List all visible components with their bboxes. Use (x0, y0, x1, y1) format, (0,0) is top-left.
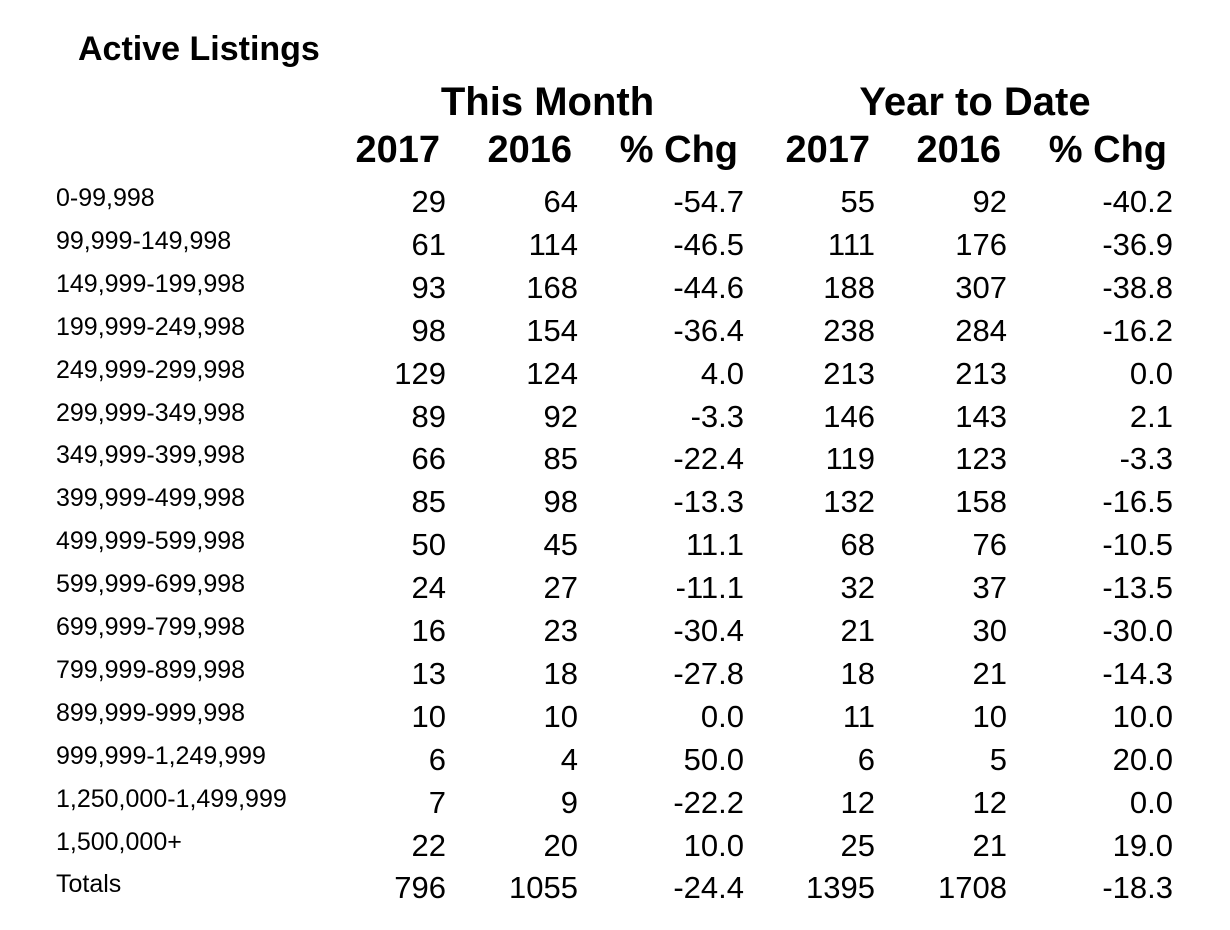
cell-this-month-2016: 1055 (509, 870, 578, 906)
price-range-label: 699,999-799,998 (56, 613, 246, 641)
cell-this-month-pct-chg: -36.4 (673, 312, 744, 348)
cell-ytd-2017: 111 (827, 226, 875, 262)
table-row (0, 312, 1230, 355)
cell-ytd-2016: 1708 (938, 870, 1007, 906)
cell-this-month-pct-chg: -27.8 (673, 655, 744, 691)
price-range-label: 99,999-149,998 (56, 226, 232, 255)
price-range-label: 999,999-1,249,999 (56, 741, 266, 770)
cell-ytd-pct-chg: 19.0 (1112, 827, 1173, 863)
cell-this-month-pct-chg: 10.0 (683, 827, 744, 863)
cell-this-month-pct-chg: -22.4 (673, 441, 744, 477)
table-row (0, 183, 1230, 226)
cell-ytd-pct-chg: 2.1 (1129, 398, 1173, 434)
table-row (0, 569, 1230, 612)
cell-this-month-2016: 9 (560, 784, 578, 820)
cell-ytd-2016: 143 (955, 398, 1007, 434)
column-header-ytd-2016: 2016 (916, 129, 1001, 171)
price-range-label: 399,999-499,998 (56, 484, 246, 513)
cell-this-month-2017: 24 (411, 570, 446, 606)
cell-this-month-2017: 66 (411, 441, 446, 477)
column-header-this-month-pct-chg: % Chg (619, 129, 738, 171)
cell-ytd-pct-chg: 10.0 (1112, 698, 1173, 734)
price-range-label: 149,999-199,998 (56, 269, 246, 298)
table-row (0, 612, 1230, 655)
cell-this-month-2017: 98 (411, 312, 446, 348)
cell-ytd-2016: 21 (972, 827, 1007, 863)
cell-this-month-2016: 114 (528, 226, 578, 262)
cell-this-month-pct-chg: -11.1 (675, 570, 744, 606)
cell-this-month-pct-chg: -3.3 (690, 398, 744, 434)
table-title: Active Listings (78, 30, 320, 68)
cell-this-month-2016: 45 (543, 527, 578, 563)
cell-ytd-2017: 11 (842, 698, 875, 734)
cell-this-month-2016: 92 (543, 398, 578, 434)
cell-this-month-pct-chg: -22.2 (673, 784, 744, 820)
cell-ytd-2017: 32 (840, 570, 875, 606)
cell-this-month-2017: 50 (411, 527, 446, 563)
price-range-label: 299,999-349,998 (56, 398, 246, 427)
cell-this-month-pct-chg: -13.3 (673, 484, 744, 520)
cell-this-month-2017: 61 (411, 226, 446, 262)
cell-this-month-pct-chg: -46.5 (673, 226, 744, 262)
cell-ytd-pct-chg: -14.3 (1102, 655, 1173, 691)
cell-ytd-2016: 158 (955, 484, 1007, 520)
totals-row (0, 869, 1230, 912)
table-row (0, 440, 1230, 483)
table-row (0, 741, 1230, 784)
column-header-this-month-2017: 2017 (355, 129, 440, 171)
cell-ytd-pct-chg: -18.3 (1102, 870, 1173, 906)
cell-ytd-pct-chg: -13.5 (1102, 570, 1173, 606)
price-range-label: 499,999-599,998 (56, 527, 246, 556)
cell-ytd-2016: 176 (955, 226, 1007, 262)
price-range-label: 349,999-399,998 (56, 441, 246, 470)
cell-this-month-pct-chg: 11.1 (685, 527, 744, 563)
cell-ytd-2016: 21 (972, 655, 1007, 691)
cell-ytd-2017: 6 (857, 741, 875, 777)
group-header-year-to-date: Year to Date (859, 80, 1091, 124)
cell-this-month-2017: 796 (394, 870, 446, 906)
cell-this-month-2017: 85 (411, 484, 446, 520)
column-header-ytd-2017: 2017 (785, 129, 870, 171)
cell-ytd-pct-chg: 0.0 (1129, 784, 1173, 820)
cell-ytd-pct-chg: -10.5 (1102, 527, 1173, 563)
cell-ytd-2017: 238 (823, 312, 875, 348)
cell-ytd-pct-chg: 0.0 (1129, 355, 1173, 391)
cell-this-month-pct-chg: -30.4 (673, 613, 744, 648)
table-row (0, 784, 1230, 827)
cell-ytd-2016: 284 (955, 312, 1007, 348)
cell-ytd-2017: 21 (840, 613, 875, 648)
price-range-label: 899,999-999,998 (56, 698, 246, 727)
cell-this-month-2016: 64 (543, 184, 578, 219)
cell-this-month-pct-chg: -54.7 (673, 184, 744, 219)
price-range-label: 1,500,000+ (56, 827, 182, 856)
cell-this-month-2016: 20 (543, 827, 578, 863)
cell-ytd-2017: 12 (840, 784, 875, 820)
cell-this-month-2016: 124 (526, 355, 578, 391)
table-row (0, 698, 1230, 741)
cell-this-month-pct-chg: 4.0 (700, 355, 744, 391)
cell-ytd-2016: 92 (972, 184, 1007, 219)
cell-ytd-pct-chg: -16.2 (1102, 312, 1173, 348)
cell-this-month-2017: 10 (411, 698, 446, 734)
cell-this-month-2017: 89 (411, 398, 446, 434)
cell-this-month-2016: 98 (543, 484, 578, 520)
cell-this-month-2017: 29 (411, 184, 446, 219)
cell-ytd-pct-chg: -30.0 (1102, 613, 1173, 648)
cell-ytd-2016: 213 (955, 355, 1007, 391)
price-range-label: 249,999-299,998 (56, 355, 246, 384)
cell-this-month-2016: 23 (543, 613, 578, 648)
table-row (0, 827, 1230, 870)
cell-ytd-2016: 5 (989, 741, 1007, 777)
cell-this-month-2017: 7 (428, 784, 446, 820)
cell-this-month-pct-chg: 0.0 (700, 698, 744, 734)
cell-ytd-pct-chg: -36.9 (1102, 226, 1173, 262)
cell-this-month-pct-chg: -24.4 (673, 870, 744, 906)
cell-ytd-2017: 25 (840, 827, 875, 863)
cell-ytd-2016: 30 (972, 613, 1007, 648)
table-row (0, 526, 1230, 569)
price-range-label: 199,999-249,998 (56, 312, 246, 341)
cell-ytd-2017: 68 (840, 527, 875, 563)
cell-ytd-2017: 188 (823, 269, 875, 305)
group-header-this-month: This Month (440, 80, 655, 124)
cell-ytd-2017: 55 (840, 184, 875, 219)
cell-this-month-2017: 22 (411, 827, 446, 863)
cell-this-month-2017: 13 (411, 655, 446, 691)
cell-ytd-2017: 1395 (806, 870, 875, 906)
column-header-ytd-pct-chg: % Chg (1048, 129, 1167, 171)
cell-this-month-2016: 18 (543, 655, 578, 691)
cell-this-month-2017: 6 (428, 741, 446, 777)
cell-ytd-2017: 18 (840, 655, 875, 691)
cell-ytd-2017: 213 (823, 355, 875, 391)
cell-ytd-2016: 307 (955, 269, 1007, 305)
column-header-this-month-2016: 2016 (487, 129, 572, 171)
cell-ytd-pct-chg: -16.5 (1102, 484, 1173, 520)
cell-this-month-2017: 16 (411, 613, 446, 648)
cell-ytd-2016: 76 (972, 527, 1007, 563)
cell-ytd-2016: 10 (972, 698, 1007, 734)
cell-ytd-pct-chg: -3.3 (1119, 441, 1173, 477)
table-row (0, 355, 1230, 398)
cell-ytd-pct-chg: -38.8 (1102, 269, 1173, 305)
cell-ytd-2017: 146 (823, 398, 875, 434)
cell-ytd-2016: 12 (972, 784, 1007, 820)
cell-this-month-2016: 85 (543, 441, 578, 477)
cell-this-month-2016: 4 (560, 741, 578, 777)
cell-ytd-2017: 119 (825, 441, 875, 477)
table-row (0, 226, 1230, 269)
price-range-label: 799,999-899,998 (56, 655, 246, 684)
price-range-label: 1,250,000-1,499,999 (56, 784, 287, 813)
cell-this-month-2017: 129 (394, 355, 446, 391)
price-range-label: 0-99,998 (56, 184, 155, 212)
table-row (0, 655, 1230, 698)
table-row (0, 483, 1230, 526)
table-row (0, 269, 1230, 312)
price-range-label: Totals (56, 870, 122, 899)
cell-this-month-pct-chg: -44.6 (673, 269, 744, 305)
cell-ytd-2017: 132 (823, 484, 875, 520)
cell-this-month-2017: 93 (411, 269, 446, 305)
price-range-label: 599,999-699,998 (56, 570, 246, 599)
cell-this-month-2016: 10 (543, 698, 578, 734)
cell-ytd-pct-chg: 20.0 (1112, 741, 1173, 777)
cell-this-month-2016: 168 (526, 269, 578, 305)
cell-ytd-pct-chg: -40.2 (1102, 184, 1173, 219)
cell-ytd-2016: 37 (972, 570, 1007, 606)
cell-ytd-2016: 123 (955, 441, 1007, 477)
cell-this-month-pct-chg: 50.0 (683, 741, 744, 777)
cell-this-month-2016: 154 (526, 312, 578, 348)
cell-this-month-2016: 27 (543, 570, 578, 606)
table-row (0, 398, 1230, 441)
